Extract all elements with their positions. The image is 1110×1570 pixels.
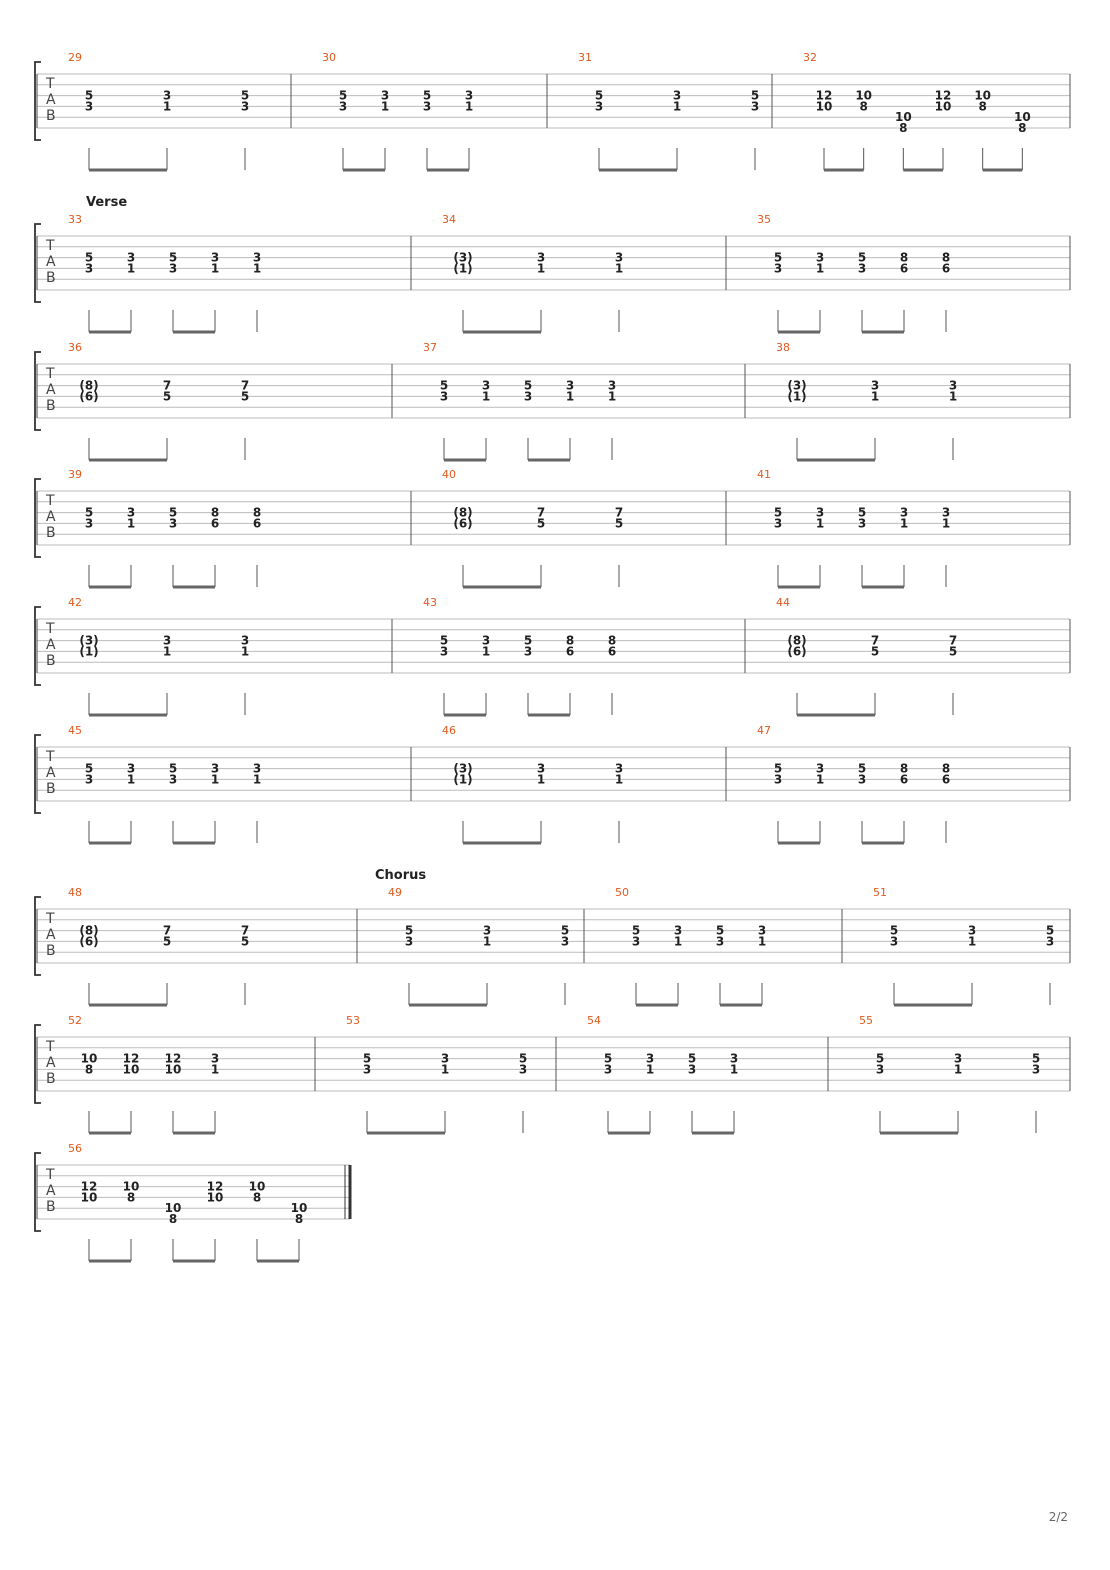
tab-clef-letter: A [46,382,56,398]
measure-number: 54 [587,1014,601,1027]
measure-number: 47 [757,724,771,737]
fret-number: 1 [967,934,977,949]
fret-number: 3 [715,934,725,949]
tab-clef-letter: B [46,1199,56,1215]
tab-system [35,195,1070,332]
tab-clef-letter: T [46,621,55,637]
fret-number: 3 [84,772,94,787]
tab-clef-letter: A [46,765,56,781]
fret-number: 1 [614,261,624,276]
fret-number: 5 [773,761,783,776]
fret-number: 3 [857,261,867,276]
fret-number: 8 [899,121,908,135]
fret-number: 3 [631,934,641,949]
fret-number: 1 [565,389,575,404]
fret-number: 8 [168,1212,178,1226]
fret-number: 8 [607,633,617,648]
measure-number: 39 [68,468,82,481]
fret-number: 5 [240,934,250,949]
measure-number: 42 [68,596,82,609]
fret-number: 3 [439,389,449,404]
fret-number: (1) [453,261,473,276]
fret-number: (1) [787,389,807,404]
measure-number: 49 [388,886,402,899]
fret-number: 5 [168,761,178,776]
fret-number: 1 [536,772,546,787]
fret-number: 3 [948,378,958,393]
tab-system [35,868,1070,1005]
fret-number: 8 [294,1212,304,1226]
fret-number: 12 [122,1051,140,1066]
fret-number: 1 [210,1062,220,1077]
fret-number: 1 [126,261,136,276]
fret-number: 3 [857,516,867,531]
fret-number: 5 [439,378,449,393]
fret-number: 3 [560,934,570,949]
tab-clef-letter: T [46,238,55,254]
fret-number: 3 [168,772,178,787]
fret-number: 3 [889,934,899,949]
tab-clef-letter: B [46,943,56,959]
fret-number: 3 [240,633,250,648]
fret-number: 3 [607,378,617,393]
fret-number: 12 [80,1179,98,1194]
fret-number: 10 [122,1062,140,1077]
fret-number: 6 [899,261,909,276]
fret-number: 3 [380,88,390,103]
fret-number: 3 [518,1062,528,1077]
fret-number: 3 [565,378,575,393]
fret-number: 8 [565,633,575,648]
fret-number: 5 [715,923,725,938]
fret-number: 3 [603,1062,613,1077]
fret-number: 3 [404,934,414,949]
fret-number: 8 [1018,121,1027,135]
fret-number: 1 [673,934,683,949]
fret-number: 10 [1013,110,1031,125]
fret-number: 3 [899,505,909,520]
fret-number: 5 [614,516,624,531]
measure-number: 43 [423,596,437,609]
fret-number: 3 [815,761,825,776]
tab-clef-letter: B [46,108,56,124]
page-number: 2/2 [1048,1510,1068,1524]
fret-number: 5 [560,923,570,938]
fret-number: 5 [870,644,880,659]
fret-number: 1 [948,389,958,404]
fret-number: 7 [948,633,958,648]
fret-number: 3 [953,1051,963,1066]
fret-number: 3 [857,772,867,787]
fret-number: (8) [453,505,473,520]
fret-number: 5 [773,250,783,265]
fret-number: 3 [757,923,767,938]
fret-number: 8 [899,761,909,776]
fret-number: 10 [894,110,912,125]
fret-number: 5 [518,1051,528,1066]
fret-number: 1 [162,99,172,114]
fret-number: 3 [750,99,760,114]
fret-number: 5 [857,505,867,520]
measure-number: 35 [757,213,771,226]
fret-number: 1 [815,516,825,531]
fret-number: 3 [240,99,250,114]
fret-number: (8) [79,378,99,393]
fret-number: 3 [84,99,94,114]
fret-number: 5 [240,389,250,404]
fret-number: 7 [614,505,624,520]
fret-number: 1 [252,261,262,276]
fret-number: 3 [967,923,977,938]
fret-number: 3 [252,250,262,265]
fret-number: 5 [857,761,867,776]
measure-number: 48 [68,886,82,899]
tab-system [35,724,1070,843]
fret-number: 3 [162,633,172,648]
fret-number: 1 [941,516,951,531]
fret-number: 3 [815,505,825,520]
fret-number: 5 [84,88,94,103]
fret-number: 8 [941,761,951,776]
fret-number: 3 [773,772,783,787]
fret-number: 3 [464,88,474,103]
fret-number: 3 [1031,1062,1041,1077]
fret-number: 10 [248,1179,266,1194]
measure-number: 31 [578,51,592,64]
tab-clef-letter: T [46,1039,55,1055]
fret-number: 3 [1045,934,1055,949]
fret-number: 10 [815,99,833,114]
fret-number: 5 [594,88,604,103]
tab-clef-letter: T [46,493,55,509]
fret-number: 6 [941,772,951,787]
fret-number: 5 [687,1051,697,1066]
fret-number: 5 [948,644,958,659]
fret-number: 3 [126,505,136,520]
tab-system [35,1142,350,1261]
fret-number: (6) [787,644,807,659]
fret-number: 3 [523,644,533,659]
fret-number: 1 [953,1062,963,1077]
tab-system [35,468,1070,587]
fret-number: (8) [79,923,99,938]
fret-number: 3 [168,261,178,276]
fret-number: 10 [122,1179,140,1194]
fret-number: 7 [162,378,172,393]
fret-number: (3) [453,250,473,265]
fret-number: 3 [362,1062,372,1077]
tab-clef-letter: T [46,366,55,382]
tab-clef-letter: A [46,927,56,943]
fret-number: 3 [481,633,491,648]
fret-number: 3 [481,378,491,393]
fret-number: 5 [404,923,414,938]
fret-number: (3) [787,378,807,393]
tab-system [35,341,1070,460]
fret-number: 6 [899,772,909,787]
fret-number: 3 [126,761,136,776]
measure-number: 33 [68,213,82,226]
fret-number: 1 [614,772,624,787]
section-label: Verse [86,195,128,210]
measure-number: 45 [68,724,82,737]
fret-number: (6) [79,934,99,949]
fret-number: 12 [164,1051,182,1066]
measure-number: 40 [442,468,456,481]
measure-number: 41 [757,468,771,481]
fret-number: 5 [857,250,867,265]
measure-number: 32 [803,51,817,64]
measure-number: 30 [322,51,336,64]
fret-number: (8) [787,633,807,648]
fret-number: 7 [162,923,172,938]
fret-number: 3 [84,516,94,531]
tab-clef-letter: A [46,254,56,270]
fret-number: 3 [672,88,682,103]
fret-number: 3 [673,923,683,938]
fret-number: 3 [614,250,624,265]
measure-number: 50 [615,886,629,899]
measure-number: 44 [776,596,790,609]
fret-number: 10 [855,88,873,103]
fret-number: 1 [607,389,617,404]
fret-number: (6) [453,516,473,531]
measure-number: 56 [68,1142,82,1155]
fret-number: (1) [453,772,473,787]
fret-number: 3 [729,1051,739,1066]
fret-number: 3 [523,389,533,404]
fret-number: 8 [210,505,220,520]
fret-number: 12 [815,88,833,103]
fret-number: 5 [338,88,348,103]
measure-number: 34 [442,213,456,226]
fret-number: 3 [252,761,262,776]
tab-clef-letter: B [46,270,56,286]
fret-number: 1 [240,644,250,659]
fret-number: 8 [859,99,868,114]
fret-number: 3 [536,761,546,776]
fret-number: 5 [750,88,760,103]
fret-number: 3 [773,261,783,276]
fret-number: 7 [240,923,250,938]
fret-number: 1 [126,772,136,787]
fret-number: 10 [80,1051,98,1066]
tab-clef-letter: B [46,398,56,414]
measure-number: 51 [873,886,887,899]
fret-number: 8 [252,505,262,520]
tab-clef-letter: T [46,911,55,927]
fret-number: 7 [240,378,250,393]
fret-number: 3 [210,761,220,776]
fret-number: (3) [79,633,99,648]
fret-number: 3 [941,505,951,520]
tab-clef-letter: T [46,749,55,765]
fret-number: 1 [645,1062,655,1077]
measure-number: 36 [68,341,82,354]
fret-number: 5 [875,1051,885,1066]
fret-number: 12 [206,1179,224,1194]
fret-number: 5 [362,1051,372,1066]
fret-number: 5 [523,633,533,648]
fret-number: 8 [252,1190,262,1205]
fret-number: 5 [1031,1051,1041,1066]
fret-number: 5 [603,1051,613,1066]
section-label: Chorus [375,868,427,883]
tab-clef-letter: T [46,1167,55,1183]
fret-number: 3 [536,250,546,265]
fret-number: 1 [481,389,491,404]
fret-number: 3 [162,88,172,103]
fret-number: 1 [672,99,682,114]
fret-number: 6 [210,516,220,531]
fret-number: 10 [164,1201,182,1216]
measure-number: 38 [776,341,790,354]
fret-number: 5 [773,505,783,520]
fret-number: 5 [84,250,94,265]
fret-number: 3 [482,923,492,938]
fret-number: 3 [815,250,825,265]
fret-number: 8 [941,250,951,265]
fret-number: 1 [162,644,172,659]
fret-number: 1 [380,99,390,114]
tab-clef-letter: A [46,637,56,653]
tab-system [35,596,1070,715]
measure-number: 53 [346,1014,360,1027]
tab-system [35,51,1070,170]
fret-number: 1 [899,516,909,531]
fret-number: 3 [687,1062,697,1077]
fret-number: 6 [252,516,262,531]
fret-number: 5 [631,923,641,938]
fret-number: 7 [536,505,546,520]
fret-number: 3 [875,1062,885,1077]
fret-number: 1 [815,772,825,787]
fret-number: (1) [79,644,99,659]
fret-number: 3 [870,378,880,393]
tab-clef-letter: B [46,1071,56,1087]
fret-number: 5 [889,923,899,938]
fret-number: 5 [84,505,94,520]
tab-clef-letter: B [46,781,56,797]
measure-number: 55 [859,1014,873,1027]
measure-number: 29 [68,51,82,64]
fret-number: 7 [870,633,880,648]
tab-system [35,1014,1070,1133]
fret-number: 8 [84,1062,94,1077]
tab-clef-letter: B [46,525,56,541]
fret-number: 1 [870,389,880,404]
fret-number: 3 [210,1051,220,1066]
fret-number: 10 [934,99,952,114]
fret-number: 3 [773,516,783,531]
measure-number: 52 [68,1014,82,1027]
fret-number: (3) [453,761,473,776]
measure-number: 37 [423,341,437,354]
fret-number: 1 [536,261,546,276]
fret-number: 1 [440,1062,450,1077]
fret-number: 3 [422,99,432,114]
fret-number: 6 [941,261,951,276]
fret-number: 5 [162,934,172,949]
fret-number: 10 [206,1190,224,1205]
fret-number: (6) [79,389,99,404]
fret-number: 10 [164,1062,182,1077]
fret-number: 1 [729,1062,739,1077]
fret-number: 1 [481,644,491,659]
fret-number: 1 [252,772,262,787]
tab-clef-letter: A [46,1183,56,1199]
fret-number: 3 [440,1051,450,1066]
fret-number: 3 [168,516,178,531]
fret-number: 10 [290,1201,308,1216]
fret-number: 1 [757,934,767,949]
fret-number: 1 [815,261,825,276]
fret-number: 3 [84,261,94,276]
fret-number: 1 [482,934,492,949]
tab-clef-letter: A [46,92,56,108]
fret-number: 3 [594,99,604,114]
fret-number: 6 [607,644,617,659]
fret-number: 3 [126,250,136,265]
fret-number: 6 [565,644,575,659]
fret-number: 5 [523,378,533,393]
fret-number: 5 [168,250,178,265]
tab-clef-letter: A [46,1055,56,1071]
fret-number: 8 [899,250,909,265]
fret-number: 5 [168,505,178,520]
fret-number: 5 [1045,923,1055,938]
fret-number: 3 [338,99,348,114]
tab-clef-letter: A [46,509,56,525]
fret-number: 5 [536,516,546,531]
tab-clef-letter: T [46,76,55,92]
fret-number: 3 [210,250,220,265]
tab-clef-letter: B [46,653,56,669]
fret-number: 5 [162,389,172,404]
fret-number: 8 [978,99,987,114]
fret-number: 1 [210,772,220,787]
fret-number: 1 [464,99,474,114]
fret-number: 10 [974,88,992,103]
fret-number: 5 [240,88,250,103]
fret-number: 1 [126,516,136,531]
fret-number: 3 [645,1051,655,1066]
fret-number: 3 [614,761,624,776]
fret-number: 5 [84,761,94,776]
measure-number: 46 [442,724,456,737]
fret-number: 3 [439,644,449,659]
fret-number: 5 [422,88,432,103]
fret-number: 8 [126,1190,136,1205]
fret-number: 5 [439,633,449,648]
fret-number: 1 [210,261,220,276]
fret-number: 12 [934,88,952,103]
fret-number: 10 [80,1190,98,1205]
